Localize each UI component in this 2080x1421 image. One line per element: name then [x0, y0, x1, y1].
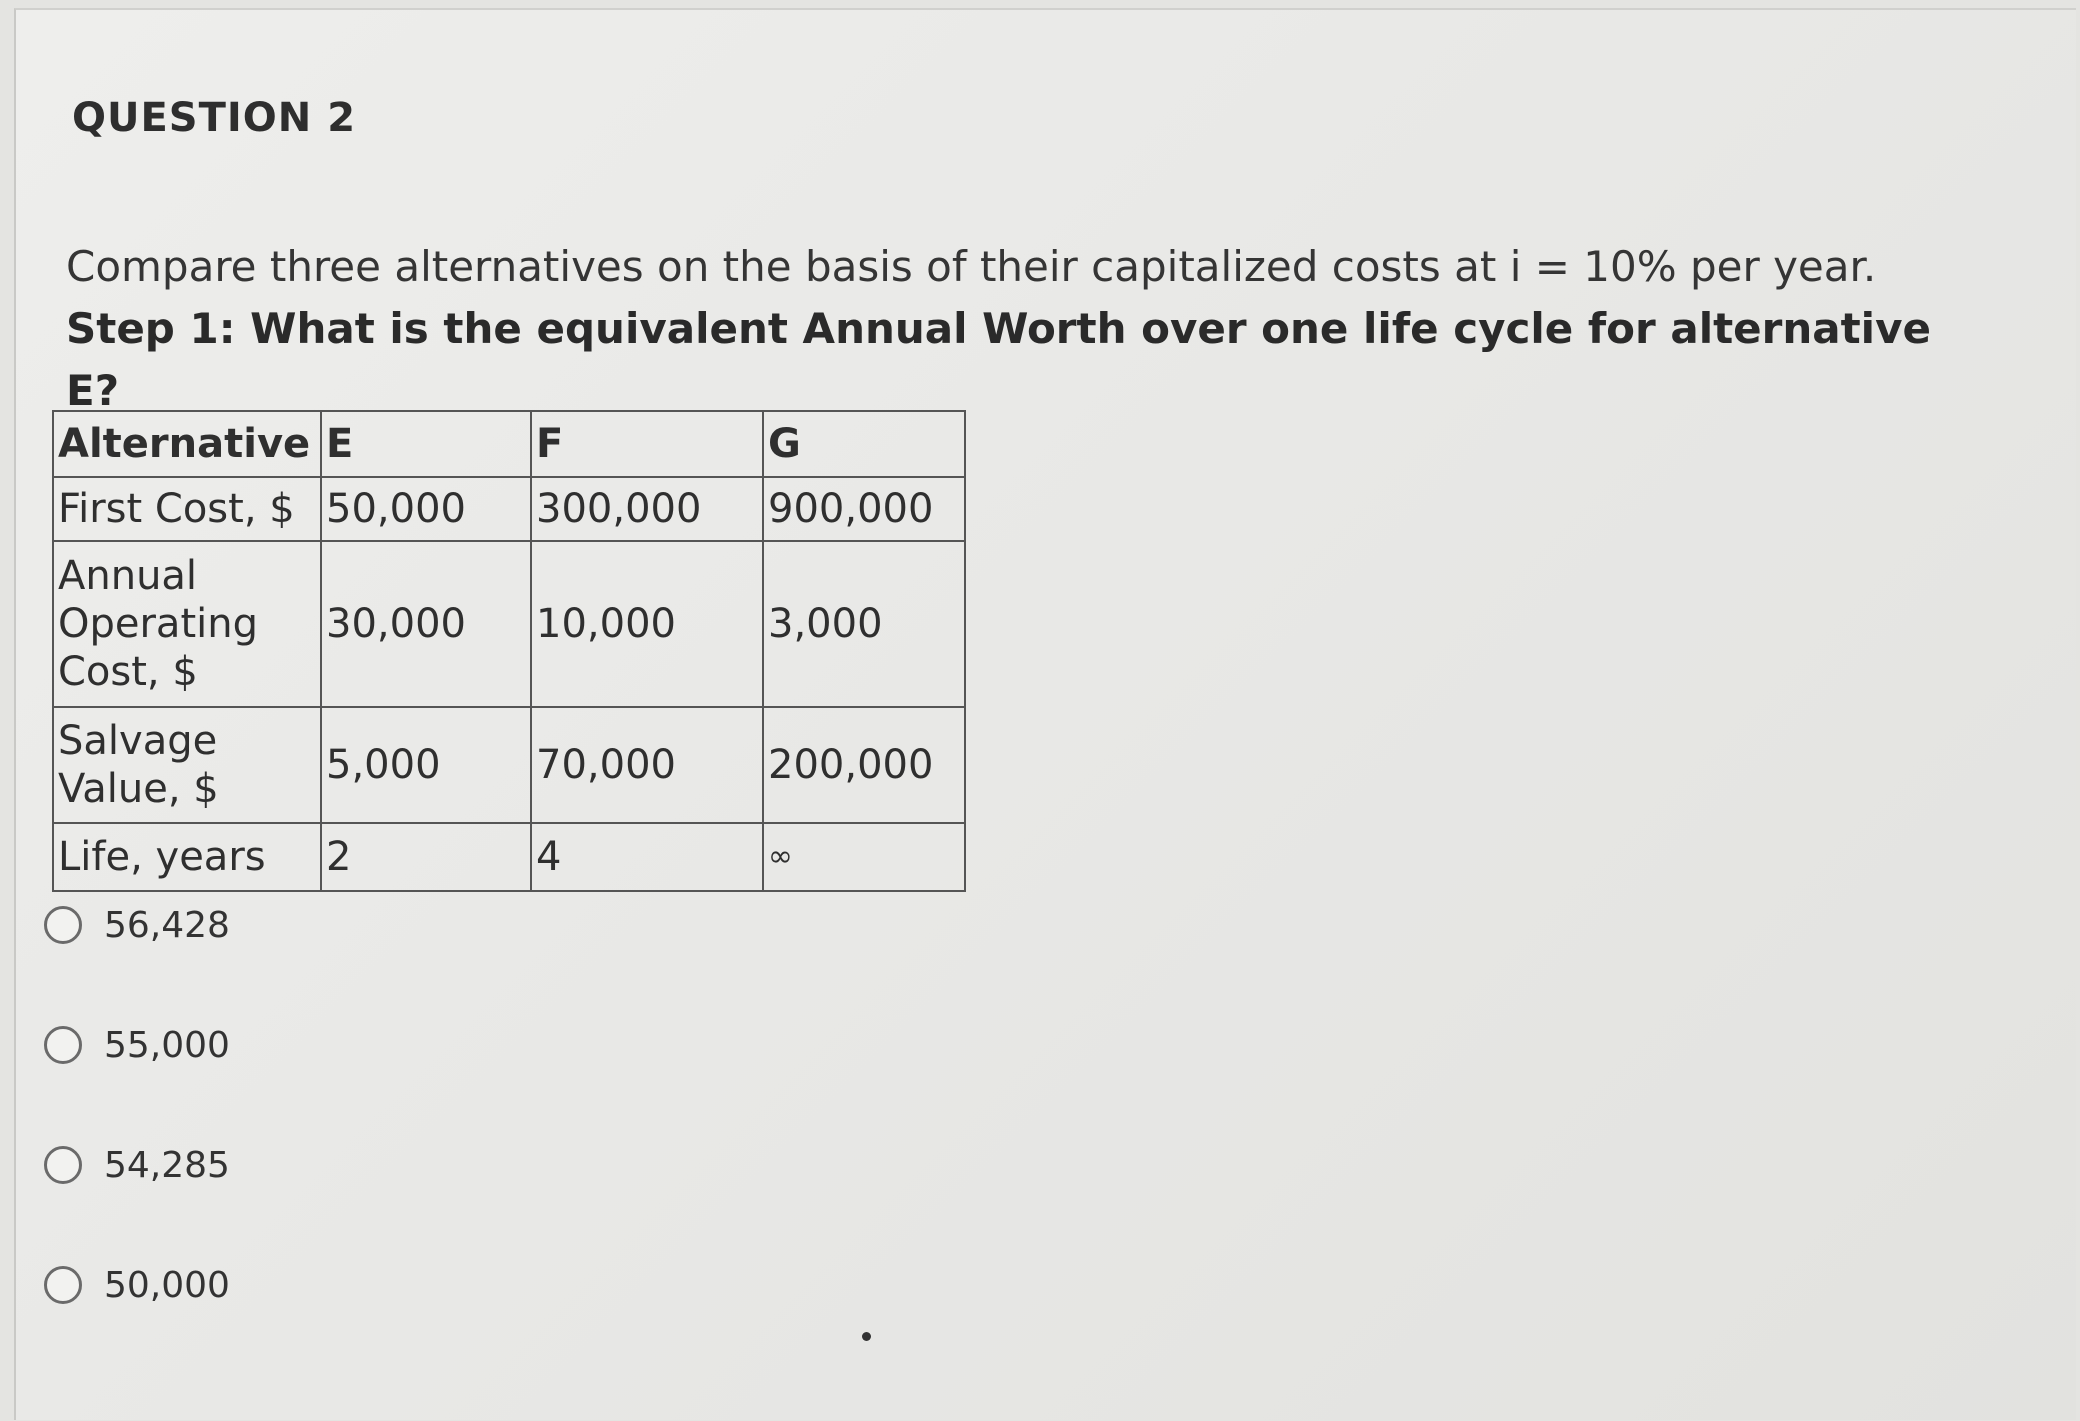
answer-option[interactable]: [44, 1015, 230, 1075]
table-header-row: [53, 411, 965, 477]
answer-options: [44, 895, 230, 1375]
table-row-label: Salvage Value, $: [53, 707, 321, 823]
table-row-label: Life, years: [53, 823, 321, 891]
radio-button[interactable]: [44, 1026, 82, 1064]
table-cell: 4: [531, 823, 763, 891]
answer-option-label: 56,428: [104, 904, 230, 946]
table-cell: ∞: [763, 823, 965, 891]
table-header-cell: G: [763, 411, 965, 477]
prompt-text: Compare three alternatives on the basis of their capitalized costs at i = 10% per year.: [66, 242, 1877, 291]
radio-button[interactable]: [44, 1146, 82, 1184]
answer-option[interactable]: [44, 1255, 230, 1315]
answer-option-label: 54,285: [104, 1144, 230, 1186]
table-row: [53, 477, 965, 541]
question-prompt: [66, 236, 1946, 422]
answer-option-label: 55,000: [104, 1024, 230, 1066]
table-cell: 2: [321, 823, 531, 891]
radio-button[interactable]: [44, 1266, 82, 1304]
table-header-cell: E: [321, 411, 531, 477]
table-cell: 10,000: [531, 541, 763, 707]
answer-option[interactable]: [44, 895, 230, 955]
table-row: [53, 823, 965, 891]
prompt-bold-text: Step 1: What is the equivalent Annual Worth over one life cycle for alternative E?: [66, 304, 1931, 415]
table-row: [53, 541, 965, 707]
answer-option[interactable]: [44, 1135, 230, 1195]
table-cell: 70,000: [531, 707, 763, 823]
table-cell: 50,000: [321, 477, 531, 541]
table-header-cell: F: [531, 411, 763, 477]
table-row-label: Annual Operating Cost, $: [53, 541, 321, 707]
table-cell: 900,000: [763, 477, 965, 541]
table-cell: 200,000: [763, 707, 965, 823]
answer-option-label: 50,000: [104, 1264, 230, 1306]
table-row-label: First Cost, $: [53, 477, 321, 541]
question-heading: QUESTION 2: [72, 95, 357, 141]
screen-speck: [862, 1332, 871, 1341]
table-cell: 30,000: [321, 541, 531, 707]
table-cell: 3,000: [763, 541, 965, 707]
table-row: [53, 707, 965, 823]
table-cell: 5,000: [321, 707, 531, 823]
radio-button[interactable]: [44, 906, 82, 944]
table-header-cell: Alternative: [53, 411, 321, 477]
alternatives-table: [52, 410, 966, 892]
table-cell: 300,000: [531, 477, 763, 541]
